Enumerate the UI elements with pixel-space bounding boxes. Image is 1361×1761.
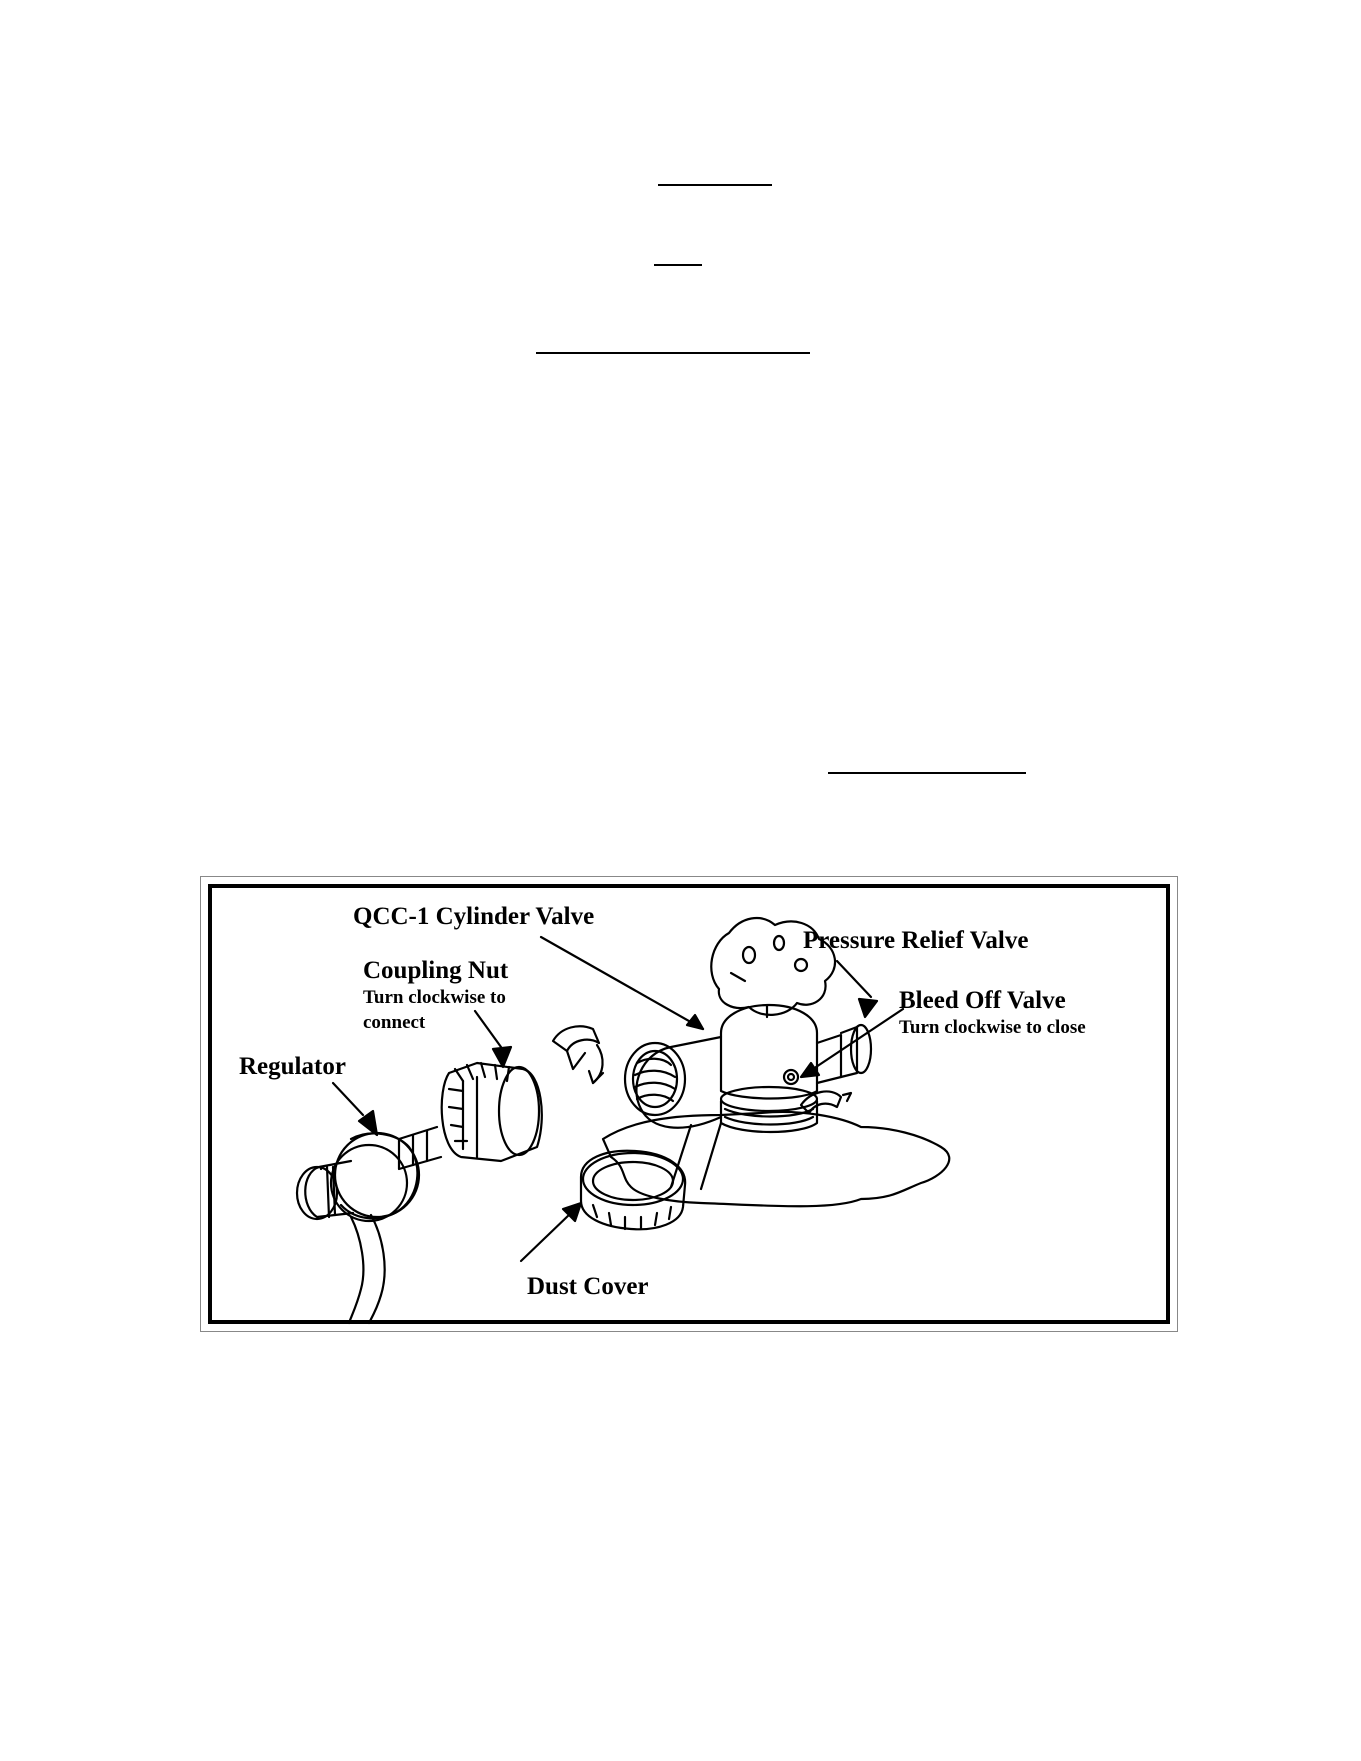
- label-coupling-nut: Coupling Nut: [363, 957, 509, 984]
- label-dust-cover: Dust Cover: [527, 1273, 649, 1300]
- heading-rule-3: [536, 352, 810, 354]
- rotation-arrow-left: [553, 1026, 599, 1051]
- leader-pressure-relief: [837, 961, 871, 997]
- heading-rule-1: [658, 184, 772, 186]
- leader-regulator: [333, 1083, 363, 1115]
- label-bleed-off-valve: Bleed Off Valve: [899, 987, 1066, 1014]
- leader-coupling-nut: [475, 1011, 501, 1047]
- label-bleed-off-note: Turn clockwise to close: [899, 1017, 1086, 1038]
- label-coupling-nut-note-1: Turn clockwise to: [363, 987, 506, 1008]
- regulator-stem: [399, 1127, 441, 1169]
- cylinder-surface: [603, 1112, 949, 1206]
- heading-rule-2: [654, 264, 702, 266]
- label-cylinder-valve: QCC-1 Cylinder Valve: [353, 903, 595, 930]
- text-underline-rule: [828, 772, 1026, 774]
- label-regulator: Regulator: [239, 1053, 346, 1080]
- label-pressure-relief-valve: Pressure Relief Valve: [803, 927, 1029, 954]
- valve-body: [721, 1005, 817, 1099]
- figure-frame: [200, 876, 1178, 1332]
- leader-dust-cover: [521, 1213, 571, 1261]
- tether-strap: [671, 1123, 721, 1189]
- label-coupling-nut-note-2: connect: [363, 1012, 426, 1033]
- regulator-hose: [349, 1217, 363, 1323]
- coupling-nut-shape: [442, 1063, 542, 1161]
- valve-diagram: [201, 877, 1179, 1333]
- leader-cylinder-valve: [541, 937, 703, 1029]
